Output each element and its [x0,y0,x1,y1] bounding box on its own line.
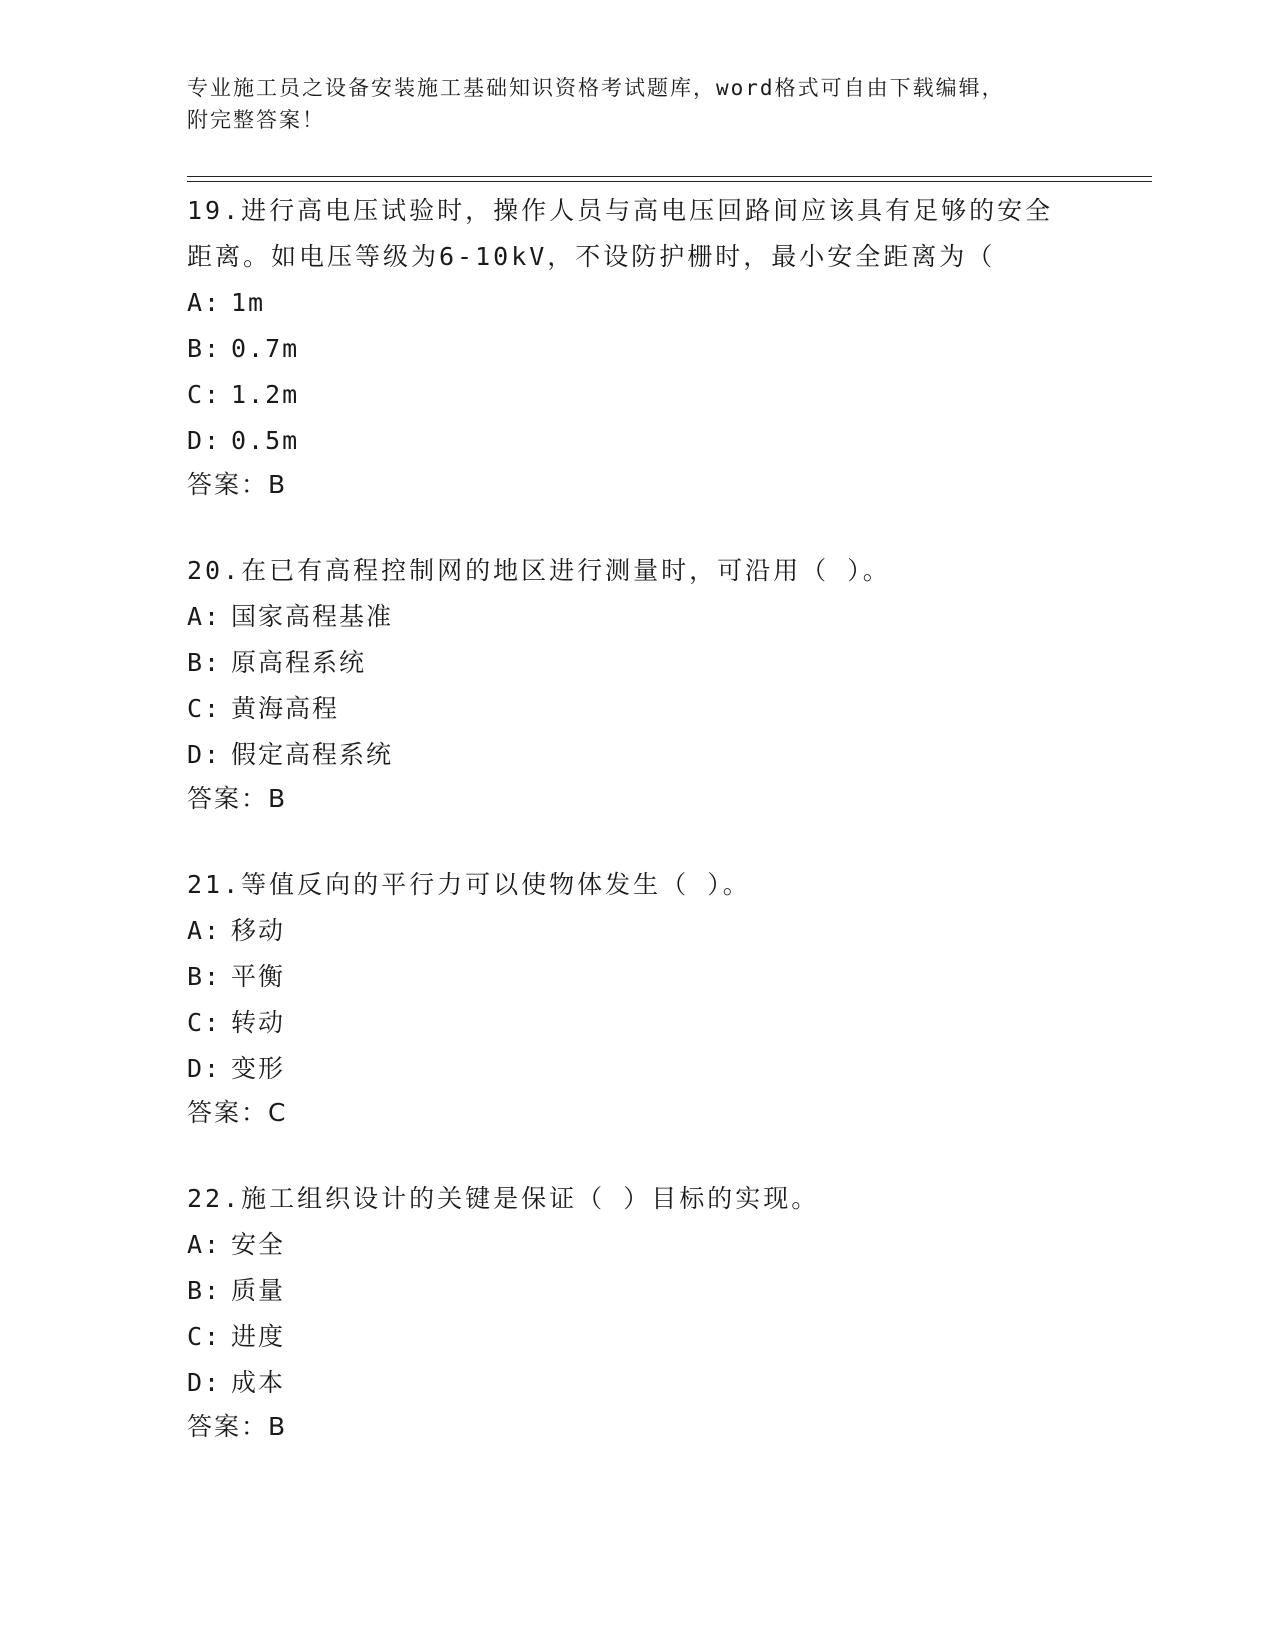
question-stem [187,188,1152,280]
option-text: 1.2m [231,380,300,409]
option-a [187,280,1152,326]
answer: 答案：C [187,1098,288,1127]
option-text: 0.5m [231,426,300,455]
question-21 [187,862,1152,1134]
option-a [187,1222,1152,1268]
option-b [187,326,1152,372]
option-label: C: [187,380,222,409]
option-a [187,594,1152,640]
header-divider-top [187,176,1152,177]
header-line-1: 专业施工员之设备安装施工基础知识资格考试题库，word格式可自由下载编辑， [187,76,1005,100]
question-stem [187,1176,1152,1222]
option-label: B: [187,648,222,677]
option-d [187,732,1152,778]
header-line-2: 附完整答案！ [187,108,325,132]
option-c [187,1314,1152,1360]
option-text: 移动 [231,916,286,945]
option-b [187,1268,1152,1314]
question-19 [187,188,1152,506]
option-text: 平衡 [231,962,286,991]
answer: 答案：B [187,1412,288,1441]
header-divider-bottom [187,181,1152,182]
question-stem-line: 19.进行高电压试验时，操作人员与高电压回路间应该具有足够的安全 [187,196,1054,225]
option-text: 进度 [231,1322,286,1351]
question-stem-line: 21.等值反向的平行力可以使物体发生（ ）。 [187,870,751,899]
answer: 答案：B [187,470,288,499]
option-label: B: [187,962,222,991]
question-list [187,188,1152,1490]
option-label: A: [187,288,222,317]
question-stem-line: 距离。如电压等级为6-10kV，不设防护栅时，最小安全距离为（ [187,242,996,271]
option-text: 质量 [231,1276,286,1305]
question-22 [187,1176,1152,1448]
option-text: 转动 [231,1008,286,1037]
option-text: 0.7m [231,334,300,363]
option-text: 国家高程基准 [231,602,394,631]
question-stem [187,862,1152,908]
answer: 答案：B [187,784,288,813]
option-d [187,418,1152,464]
document-header [187,72,1087,136]
option-label: A: [187,916,222,945]
option-text: 假定高程系统 [231,740,394,769]
question-stem-line: 22.施工组织设计的关键是保证（ ）目标的实现。 [187,1184,820,1213]
option-label: C: [187,1008,222,1037]
option-text: 变形 [231,1054,286,1083]
option-label: D: [187,426,222,455]
option-b [187,954,1152,1000]
option-d [187,1360,1152,1406]
question-stem-line: 20.在已有高程控制网的地区进行测量时，可沿用（ ）。 [187,556,891,585]
option-d [187,1046,1152,1092]
option-label: A: [187,602,222,631]
option-text: 1m [231,288,266,317]
option-b [187,640,1152,686]
option-label: B: [187,334,222,363]
option-c [187,1000,1152,1046]
option-c [187,686,1152,732]
option-label: C: [187,1322,222,1351]
option-a [187,908,1152,954]
option-c [187,372,1152,418]
option-text: 安全 [231,1230,286,1259]
option-text: 原高程系统 [231,648,367,677]
option-label: A: [187,1230,222,1259]
option-text: 黄海高程 [231,694,340,723]
option-label: C: [187,694,222,723]
option-text: 成本 [231,1368,286,1397]
question-stem [187,548,1152,594]
option-label: D: [187,740,222,769]
option-label: D: [187,1368,222,1397]
option-label: D: [187,1054,222,1083]
question-20 [187,548,1152,820]
option-label: B: [187,1276,222,1305]
